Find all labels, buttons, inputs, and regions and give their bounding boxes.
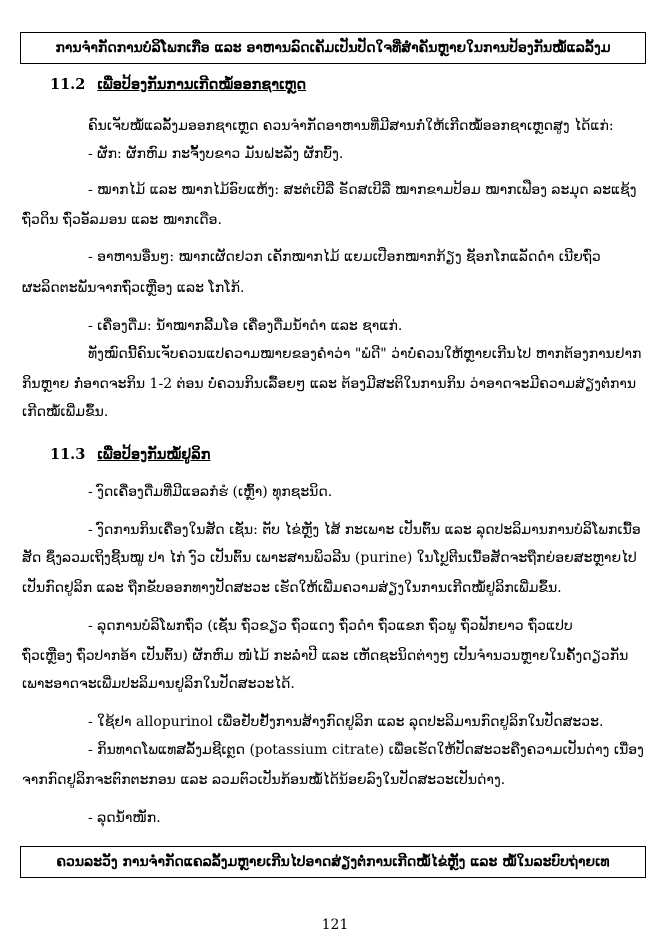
paragraph-line: - ກິນທາດໂພແທສລັ້ງມຊີເຕຼດ (potassium citrate) ເພື່ອເຮັດໃຫ້ປັດສະວະຄືງຄວາມເປັນດ່າງ ເນື່ອງ <box>88 742 644 758</box>
section-11-3-title: ເພື່ອປ້ອງກັນໝໍ້ຢູລິກ <box>97 446 211 463</box>
paragraph-line: ຖົ່ວດິນ ຖົ່ວອັລມອນ ແລະ ໝາກເດືອ. <box>22 212 222 228</box>
section-11-3-number: 11.3 <box>50 446 86 463</box>
section-11-2-heading <box>50 76 306 93</box>
paragraph-line: ເພາະອາດຈະເພີ່ມປະລິມານຢູລິກໃນປັດສະວະໄດ້. <box>22 676 295 692</box>
paragraph-line: ຜະລິດຕະພັນຈາກຖົ່ວເຫຼືອງ ແລະ ໂກໂກ້. <box>22 280 245 296</box>
bottom-boxed-caution: ຄວນລະວັງ ການຈຳກັດແຄລລັ້ງມຫຼາຍເກີນໄປອາດສ່ຽງຕໍ່ການເກີດໝໍ້ໄຂ່ຫຼັງ ແລະ ໝໍ້ໃນລະບົບຖ່າຍເທ <box>20 846 646 878</box>
top-boxed-statement: ການຈຳກັດການບໍລິໂພກເກືອ ແລະ ອາຫານລົດເຄັມເປັນປັດໃຈທີ່ສຳຄັນຫຼາຍໃນການປ້ອງກັນໝໍ້ແລລັ້ງມ <box>20 32 646 64</box>
paragraph-line: - ງົດການກິນເຄື່ອງໃນສັດ ເຊັ່ນ: ຕັບ ໄຂ່ຫຼັງ ໄສ້ ກະເພາະ ເປັນຕົ້ນ ແລະ ລຸດປະລິມານການບໍລິໂພກເນື້ອ <box>88 522 641 538</box>
paragraph-line: ເປັນກົດຢູລິກ ແລະ ຖືກຂັບອອກທາງປັດສະວະ ເຮັດໃຫ້ເພີ່ມຄວາມສ່ຽງໃນການເກີດໝໍ້ຢູລິກເພີ່ມຂຶ້ນ. <box>22 580 562 596</box>
section-11-2-number: 11.2 <box>50 76 86 93</box>
paragraph-line: - ລຸດນ້ຳໜັກ. <box>88 810 161 826</box>
paragraph-line: ເກີດໝໍ້ເພີ່ມຂຶ້ນ. <box>22 404 109 420</box>
paragraph-line: - ໝາກໄມ້ ແລະ ໝາກໄມ້ອົບແຫ້ງ: ສະຕໍເບີລີ່ ຣັດສເບີລີ່ ໝາກຂາມປ້ອມ ໝາກເຟືອງ ລະມຸດ ລະແຊ້ງ <box>88 182 637 198</box>
paragraph-line: ຄົນເຈັບໝໍ້ແລລັ້ງມອອກຊາເຫຼດ ຄວນຈຳກັດອາຫານທີ່ມີສານກໍ່ໃຫ້ເກີດໝໍ້ອອກຊາເຫຼດສູງ ໄດ້ແກ່: <box>88 118 614 134</box>
page-number: 121 <box>321 917 349 933</box>
paragraph-line: - ລຸດການບໍລິໂພກຖົ່ວ (ເຊັ່ນ ຖົ່ວຂຽວ ຖົ່ວແດງ ຖົ່ວດຳ ຖົ່ວແຂກ ຖົ່ວພູ ຖົ່ວຟັກຍາວ ຖົ່ວແປບ <box>88 618 573 634</box>
paragraph-line: - ງົດເຄື່ອງດື່ມທີ່ມີແອລກໍຮໍ (ເຫຼົ້າ) ທຸກຊະນິດ. <box>88 484 333 500</box>
paragraph-line: ຖົ່ວເຫຼືອງ ຖົ່ວປາກອ້າ ເປັນຕົ້ນ) ຜັກຫົມ ໜໍ່ໄມ້ ກະລໍ່າປີ ແລະ ເຫັດຊະນິດຕ່າງໆ ເປັນຈຳນວນຫຼາຍໃນຄັ້ງດຽວກັນ <box>22 648 629 664</box>
paragraph-line: ກິນຫຼາຍ ກໍ່ອາດຈະກິນ 1-2 ຕ່ອນ ບໍ່ຄວນກິນເລື້ອຍໆ ແລະ ຕ້ອງມີສະຕິໃນການກິນ ວ່າອາດຈະມີຄວາມສ່ຽງຕໍ່ການ <box>22 376 637 392</box>
paragraph-line: ສັດ ຊຶ່ງລວມເຖິງຊີ້ນໝູ ປາ ໄກ່ ງົວ ເປັນຕົ້ນ ເພາະສານພິວລີນ (purine) ໃນໂປຼຕີນເນື້ອສັດຈະຖືກຍ່ອຍສະຫຼາຍໄປ <box>22 550 637 566</box>
paragraph-line: ທັງໝົດນີ້ຄົນເຈັບຄວນແປຄວາມໝາຍຂອງຄຳວ່າ "ພໍດີ" ວ່າບໍ່ຄວນໃຫ້ຫຼາຍເກີນໄປ ຫາກຕ້ອງການຢາກ <box>88 346 642 362</box>
paragraph-line: ຈາກກົດຢູລິກຈະຕົກຕະກອນ ແລະ ລວມຕົວເປັນກ້ອນໝໍ້ໄດ້ນ້ອຍລົງໃນປັດສະວະເປັນດ່າງ. <box>22 772 506 788</box>
section-11-2-title: ເພື່ອປ້ອງກັນການເກີດໝໍ້ອອກຊາເຫຼດ <box>97 76 307 93</box>
paragraph-line: - ເຄື່ອງດື່ມ: ນ້ຳໝາກລີ້ມໂອ ເຄື່ອງດື່ມນ້ຳດຳ ແລະ ຊາແກ່. <box>88 318 403 334</box>
paragraph-line: - ໃຊ້ຢາ allopurinol ເພື່ອຢັບຢັ້ງການສ້າງກົດຢູລິກ ແລະ ລຸດປະລິມານກົດຢູລິກໃນປັດສະວະ. <box>88 714 604 730</box>
paragraph-line: - ຜັກ: ຜັກຫົມ ກະຈັ້ງບຂາວ ມັນຝະລັ່ງ ຜັກບົ້ງ. <box>88 146 344 162</box>
section-11-3-heading <box>50 446 210 463</box>
paragraph-line: - ອາຫານອື່ນໆ: ໝາກເຜັດຢວກ ເຄັກໝາກໄມ້ ແຍມເປືອກໝາກກ້ຽງ ຊັອກໂກແລັດດຳ ເນີຍຖົ່ວ <box>88 249 601 265</box>
